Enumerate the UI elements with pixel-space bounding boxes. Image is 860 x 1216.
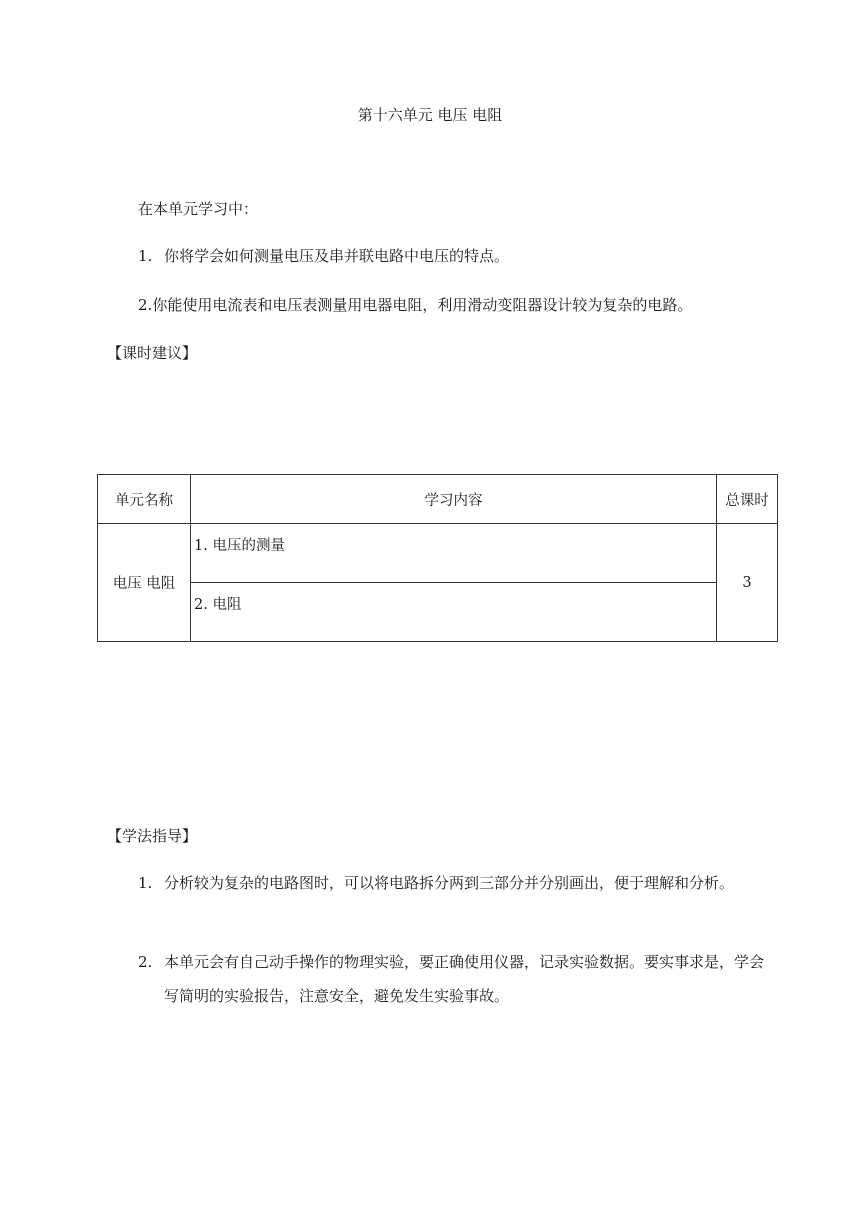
header-unit-name: 单元名称 <box>98 475 191 524</box>
table-row <box>98 583 778 642</box>
goal-item-1 <box>138 245 509 266</box>
guidance-item-1 <box>138 866 778 900</box>
schedule-table <box>97 474 778 642</box>
content-cell: 1. 电压的测量 <box>191 524 717 583</box>
guidance-text: 本单元会有自己动手操作的物理实验，要正确使用仪器，记录实验数据。要实事求是，学会写简明的实验报告，注意安全，避免发生实验事故。 <box>164 953 765 1005</box>
goal-text: 你将学会如何测量电压及串并联电路中电压的特点。 <box>164 247 510 265</box>
goal-item-2 <box>138 294 692 315</box>
guidance-item-2 <box>138 945 778 1013</box>
table-row <box>98 524 778 583</box>
content-cell: 2. 电阻 <box>191 583 717 642</box>
header-total-hours: 总课时 <box>717 475 778 524</box>
goal-number: 2. <box>138 296 153 314</box>
guidance-number: 2. <box>138 953 153 971</box>
guidance-number: 1. <box>138 874 153 892</box>
header-content: 学习内容 <box>191 475 717 524</box>
total-hours-cell: 3 <box>717 524 778 642</box>
section-heading-method: 【学法指导】 <box>107 827 198 845</box>
table-header-row <box>98 475 778 524</box>
goal-number: 1. <box>138 247 153 265</box>
guidance-text: 分析较为复杂的电路图时，可以将电路拆分两到三部分并分别画出，便于理解和分析。 <box>164 874 735 892</box>
goal-text: 你能使用电流表和电压表测量用电器电阻，利用滑动变阻器设计较为复杂的电路。 <box>152 296 693 314</box>
unit-name-cell: 电压 电阻 <box>98 524 191 642</box>
intro-text: 在本单元学习中： <box>138 200 259 218</box>
section-heading-schedule: 【课时建议】 <box>107 344 198 362</box>
page-title: 第十六单元 电压 电阻 <box>357 106 503 124</box>
